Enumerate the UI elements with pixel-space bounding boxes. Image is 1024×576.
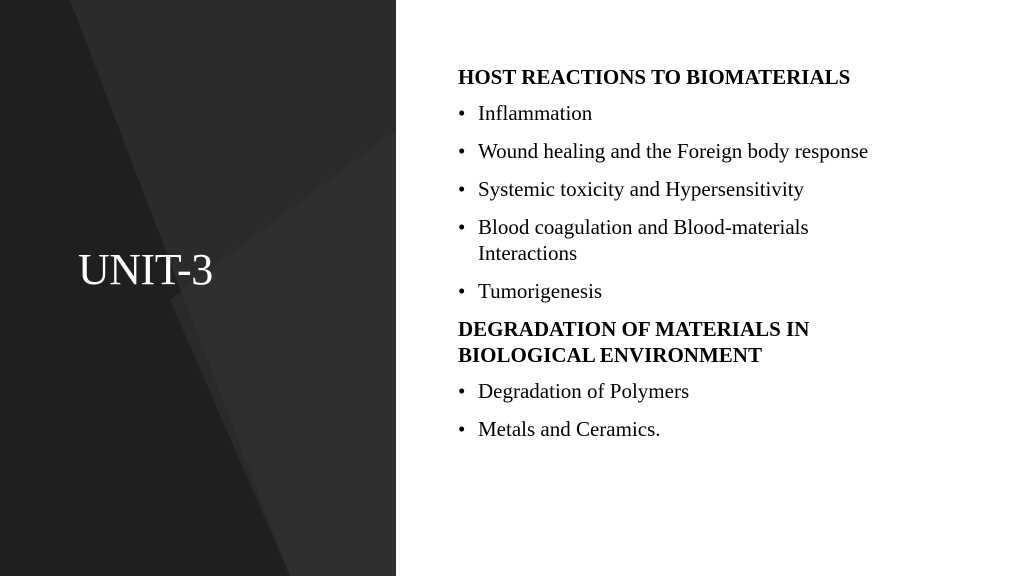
list-item: [458, 378, 898, 404]
bullet-icon: •: [458, 379, 466, 403]
list-item: [458, 214, 898, 266]
list-item-text: Blood coagulation and Blood-materials Interactions: [478, 215, 809, 265]
unit-title: UNIT-3: [78, 245, 213, 294]
bullet-icon: •: [458, 139, 466, 163]
list-item-text: Inflammation: [478, 101, 593, 125]
list-item: [458, 176, 898, 202]
degradation-list: [458, 378, 958, 442]
list-item-text: Systemic toxicity and Hypersensitivity: [478, 177, 805, 201]
list-item: [458, 416, 898, 442]
host-reactions-list: [458, 100, 958, 304]
bullet-icon: •: [458, 101, 466, 125]
section-heading-degradation: DEGRADATION OF MATERIALS IN BIOLOGICAL ENVIRONMENT: [458, 317, 810, 367]
list-item: [458, 138, 898, 164]
list-item-text: Metals and Ceramics.: [478, 417, 661, 441]
bullet-icon: •: [458, 215, 466, 239]
list-item-text: Tumorigenesis: [478, 279, 603, 303]
bullet-icon: •: [458, 279, 466, 303]
list-item-text: Degradation of Polymers: [478, 379, 690, 403]
list-item: [458, 100, 898, 126]
list-item: [458, 278, 898, 304]
bullet-icon: •: [458, 177, 466, 201]
list-item-text: Wound healing and the Foreign body response: [478, 139, 869, 163]
section-heading-host-reactions: HOST REACTIONS TO BIOMATERIALS: [458, 65, 851, 89]
bullet-icon: •: [458, 417, 466, 441]
left-panel: [0, 0, 396, 576]
content-area: [458, 64, 958, 454]
